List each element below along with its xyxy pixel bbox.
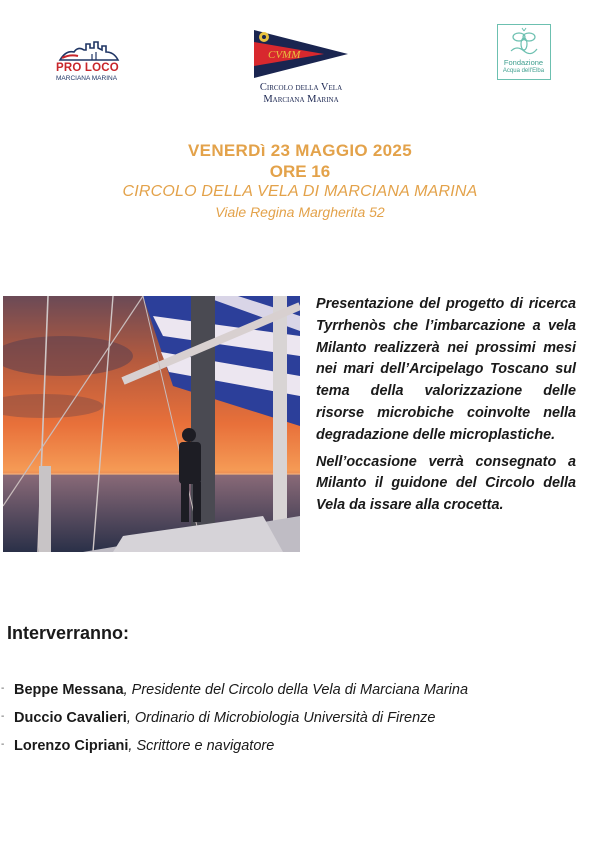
proloco-title: PRO LOCO	[56, 62, 119, 74]
speaker-name: Duccio Cavalieri	[14, 710, 127, 726]
list-dash-icon: -	[1, 711, 5, 722]
speaker-role: , Scrittore e navigatore	[128, 738, 275, 754]
burgee-flag-icon	[250, 28, 350, 80]
list-dash-icon: -	[1, 739, 5, 750]
event-venue: CIRCOLO DELLA VELA DI MARCIANA MARINA	[122, 183, 478, 200]
fondazione-title: Fondazione	[503, 58, 544, 67]
speaker-role: , Ordinario di Microbiologia Università di Firenze	[126, 710, 436, 726]
event-address: Viale Regina Margherita 52	[215, 204, 385, 220]
speaker-name: Lorenzo Cipriani	[14, 738, 129, 754]
castle-icon	[56, 38, 120, 64]
sailboat-sunset-photo	[3, 296, 300, 552]
cvmm-name-line2: Marciana Marina	[263, 94, 339, 105]
fondazione-subtitle: Acqua dell'Elba	[502, 68, 545, 74]
fondazione-logo	[497, 24, 551, 80]
cvmm-name-line1: Circolo della Vela	[259, 82, 343, 93]
speakers-heading: Interverranno:	[7, 623, 130, 643]
event-time: ORE 16	[269, 162, 331, 181]
event-date: VENERDì 23 MAGGIO 2025	[188, 141, 412, 160]
cvmm-logo	[238, 26, 364, 106]
proloco-subtitle: MARCIANA MARINA	[56, 75, 118, 82]
list-dash-icon: -	[1, 683, 5, 694]
description-paragraph-1: Presentazione del progetto di ricerca Tyrrhenòs che l’imbarcazione a vela Milanto realizzerà nei prossimi mesi nei mari dell’Arcipelago Toscano sul tema della valorizzazione delle risorse microbiche coinvolte nella degradazione delle microplastiche.	[316, 296, 576, 443]
flag-text: CVMM	[268, 49, 301, 61]
description-paragraph-2: Nell’occasione verrà consegnato a Milanto il guidone del Circolo della Vela da issare alla crocetta.	[316, 453, 576, 514]
bee-flower-icon	[507, 27, 541, 57]
project-description	[316, 294, 576, 517]
speaker-name: Beppe Messana	[14, 682, 124, 698]
proloco-logo	[52, 38, 124, 84]
speaker-role: , Presidente del Circolo della Vela di Marciana Marina	[123, 682, 469, 698]
